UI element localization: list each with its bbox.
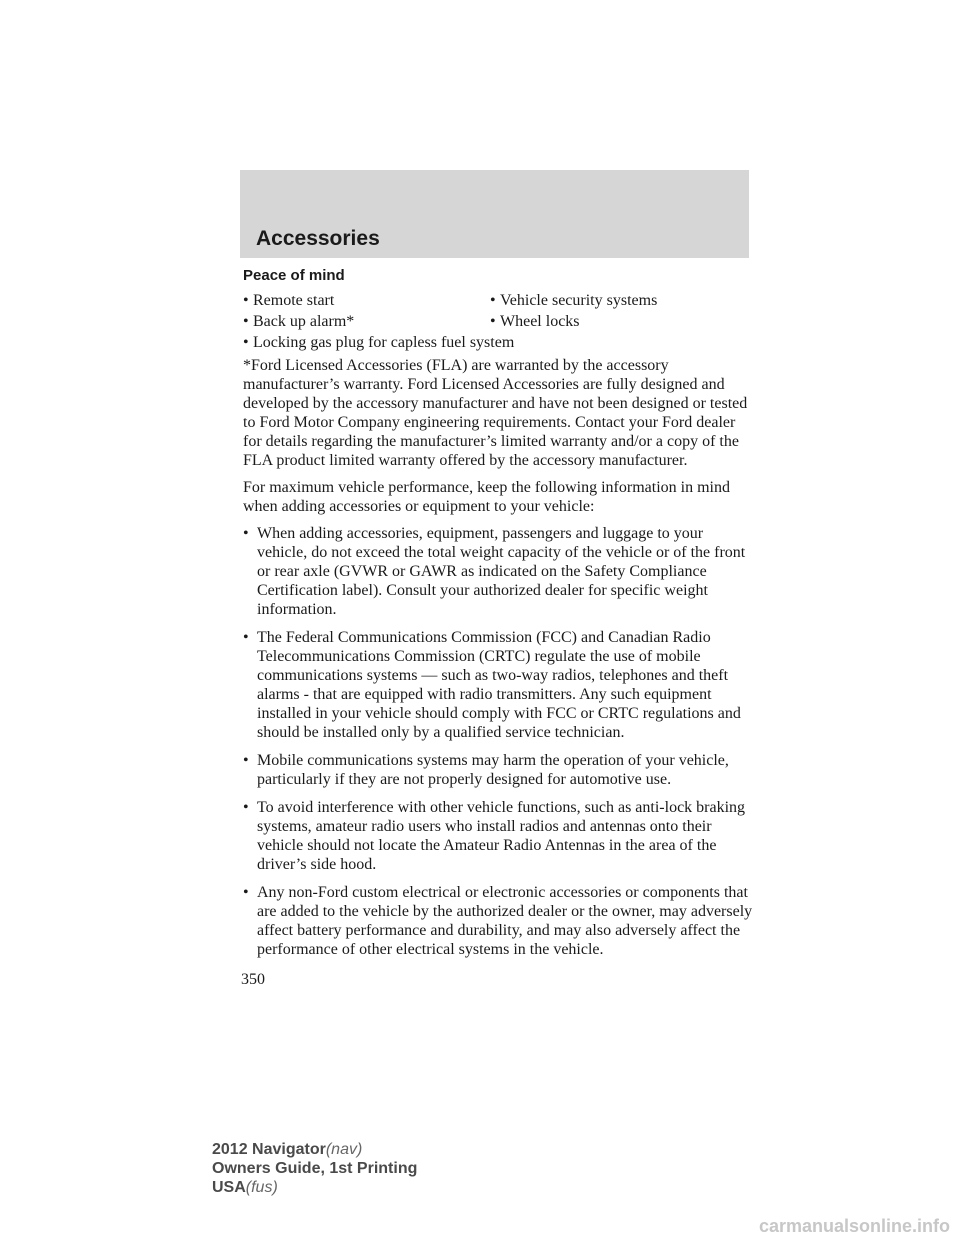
bullet-glyph: • [243,334,249,351]
accessory-item: • Remote start [243,292,335,309]
intro-paragraph: For maximum vehicle performance, keep the following information in mind when adding accessories or equipment to your vehicle: [243,479,730,515]
list-item: • Mobile communications systems may harm the operation of your vehicle, particularly if they are not properly designed for automotive use. [243,752,729,788]
bullet-glyph: • [243,629,249,646]
subheading: Peace of mind [243,267,345,284]
bullet-glyph: • [243,884,249,901]
accessory-item: • Back up alarm* [243,313,355,330]
footer-line: 2012 Navigator(nav) [212,1141,363,1158]
page-number: 350 [241,971,265,988]
watermark: carmanualsonline.info [758,1216,950,1236]
bullet-glyph: • [243,525,249,542]
section-header-band [240,170,749,258]
bullet-glyph: • [243,292,249,309]
print-footer [212,1140,417,1197]
bullet-glyph: • [243,752,249,769]
advice-list [243,524,753,959]
fla-warranty-paragraph: *Ford Licensed Accessories (FLA) are warranted by the accessory manufacturer’s warranty. Ford Licensed Accessories are fully designed and developed by the accessory manufacturer and have not been designed or tested to Ford Motor Company engineering requirements. Contact your Ford dealer for details regarding the manufacturer’s limited warranty and/or a copy of the FLA product limited warranty offered by the accessory manufacturer. [243,357,748,469]
accessory-item: • Locking gas plug for capless fuel system [243,334,515,351]
bullet-glyph: • [490,292,496,309]
footer-line: Owners Guide, 1st Printing [212,1160,418,1177]
footer-line: USA(fus) [212,1179,278,1196]
list-item: • When adding accessories, equipment, passengers and luggage to your vehicle, do not exceed the total weight capacity of the vehicle or of the front or rear axle (GVWR or GAWR as indicated on the Safety Compliance Certification label). Consult your authorized dealer for specific weight information. [243,525,746,618]
accessory-row [243,312,753,331]
list-item: • Any non-Ford custom electrical or electronic accessories or components that are added to the vehicle by the authorized dealer or the owner, may adversely affect battery performance and durability, and may also adversely affect the performance of other electrical systems in the vehicle. [243,884,753,958]
bullet-glyph: • [490,313,496,330]
accessory-item: • Vehicle security systems [490,292,658,309]
accessory-row [243,291,753,310]
accessory-item: • Wheel locks [490,313,580,330]
section-title: Accessories [256,227,380,250]
bullet-glyph: • [243,313,249,330]
page-content [243,266,753,968]
list-item: • The Federal Communications Commission (FCC) and Canadian Radio Telecommunications Commission (CRTC) regulate the use of mobile communications systems — such as two-way radios, telephones and theft alarms - that are equipped with radio transmitters. Any such equipment installed in your vehicle should comply with FCC or CRTC regulations and should be installed only by a qualified service technician. [243,629,741,741]
bullet-glyph: • [243,799,249,816]
list-item: • To avoid interference with other vehicle functions, such as anti-lock braking systems, amateur radio users who install radios and antennas onto their vehicle should not locate the Amateur Radio Antennas in the area of the driver’s side hood. [243,799,746,873]
